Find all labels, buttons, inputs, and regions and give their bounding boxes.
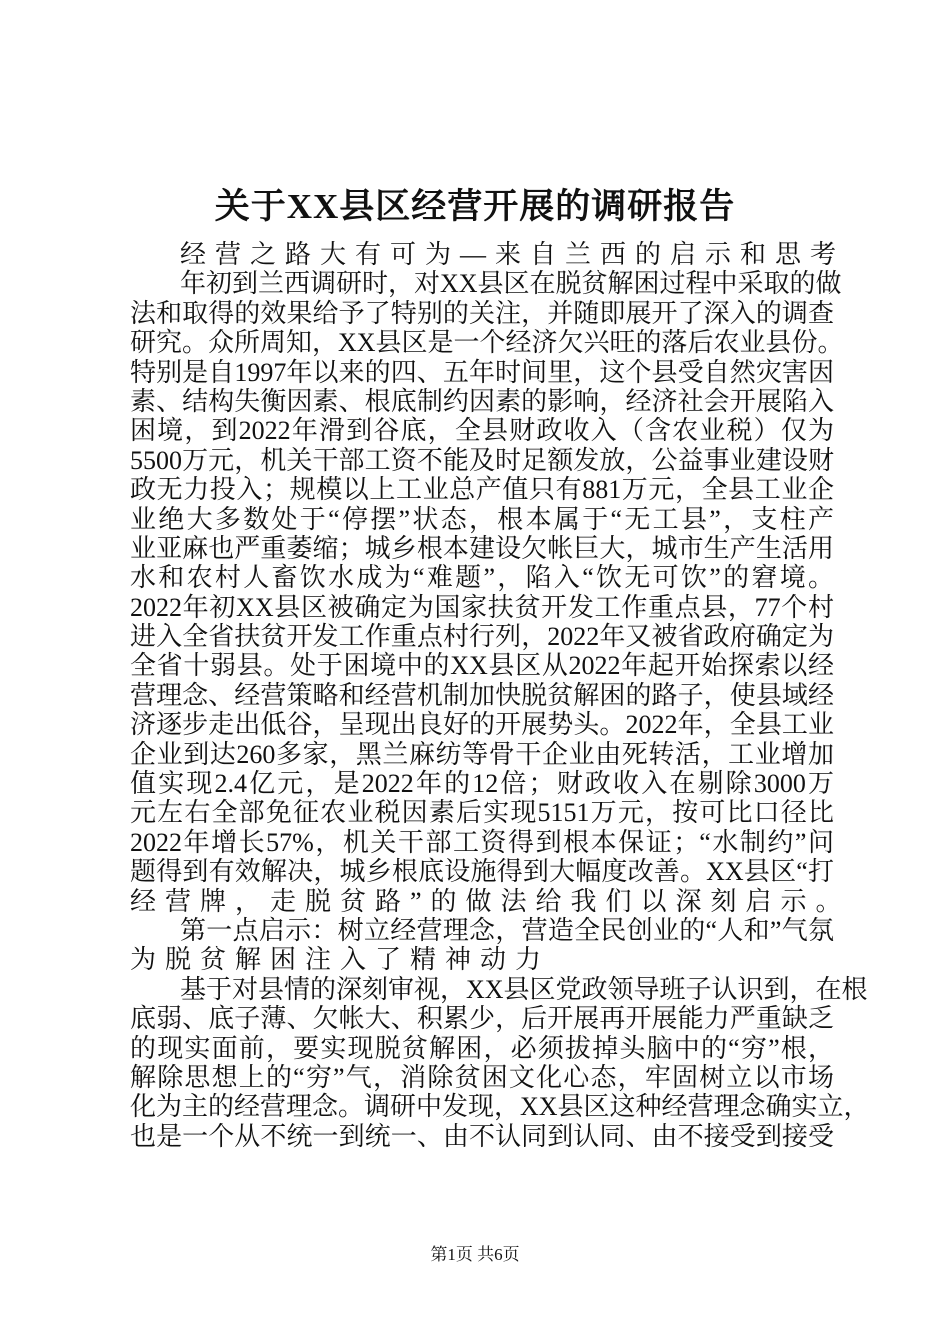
text-line: 的现实面前，要实现脱贫解困，必须拔掉头脑中的“穷”根， xyxy=(130,1033,834,1063)
text-line: 底弱、底子薄、欠帐大、积累少，后开展再开展能力严重缺乏 xyxy=(130,1004,834,1034)
text-line: 题得到有效解决，城乡根底设施得到大幅度改善。XX县区“打 xyxy=(130,857,834,887)
text-line: 第一点启示：树立经营理念，营造全民创业的“人和”气氛 xyxy=(180,915,834,945)
text-line: 为脱贫解困注入了精神动力 xyxy=(130,945,551,975)
text-line: 化为主的经营理念。调研中发现，XX县区这种经营理念确实立， xyxy=(130,1092,870,1122)
text-line: 也是一个从不统一到统一、由不认同到认同、由不接受到接受 xyxy=(130,1121,834,1151)
paragraph xyxy=(130,974,870,1151)
paragraph xyxy=(130,916,834,975)
text-line: 全省十弱县。处于困境中的XX县区从2022年起开始探索以经 xyxy=(130,651,834,681)
text-line: 业亚麻也严重萎缩；城乡根本建设欠帐巨大，城市生产生活用 xyxy=(130,533,834,563)
text-line: 经营牌，走脱贫路”的做法给我们以深刻启示。 xyxy=(130,886,851,916)
text-line: 基于对县情的深刻审视，XX县区党政领导班子认识到，在根 xyxy=(180,974,868,1004)
text-line: 政无力投入；规模以上工业总产值只有881万元，全县工业企 xyxy=(130,475,834,505)
text-line: 元左右全部免征农业税因素后实现5151万元，按可比口径比 xyxy=(130,798,834,828)
document-title: 关于XX县区经营开展的调研报告 xyxy=(214,187,736,226)
text-line: 困境，到2022年滑到谷底，全县财政收入（含农业税）仅为 xyxy=(130,416,834,446)
text-line: 研究。众所周知，XX县区是一个经济欠兴旺的落后农业县份。 xyxy=(130,328,844,358)
text-line: 水和农村人畜饮水成为“难题”，陷入“饮无可饮”的窘境。 xyxy=(130,563,834,593)
text-line: 2022年初XX县区被确定为国家扶贫开发工作重点县，77个村 xyxy=(130,592,834,622)
text-line: 法和取得的效果给予了特别的关注，并随即展开了深入的调查 xyxy=(130,298,834,328)
text-line: 营理念、经营策略和经营机制加快脱贫解困的路子，使县域经 xyxy=(130,680,834,710)
text-line: 5500万元，机关干部工资不能及时足额发放，公益事业建设财 xyxy=(130,445,834,475)
text-line: 年初到兰西调研时，对XX县区在脱贫解困过程中采取的做 xyxy=(180,269,842,299)
document-body xyxy=(130,240,870,1151)
text-line: 值实现2.4亿元，是2022年的12倍；财政收入在剔除3000万 xyxy=(130,769,834,799)
paragraph xyxy=(130,269,851,916)
text-line: 素、结构失衡因素、根底制约因素的影响，经济社会开展陷入 xyxy=(130,386,834,416)
text-line: 2022年增长57%，机关干部工资得到根本保证；“水制约”问 xyxy=(130,827,834,857)
text-line: 进入全省扶贫开发工作重点村行列，2022年又被省政府确定为 xyxy=(130,622,834,652)
text-line: 济逐步走出低谷，呈现出良好的开展势头。2022年，全县工业 xyxy=(130,710,834,740)
page-footer: 第1页 共6页 xyxy=(430,1245,520,1264)
text-line: 经营之路大有可为—来自兰西的启示和思考 xyxy=(180,240,846,269)
text-line: 解除思想上的“穷”气，消除贫困文化心态，牢固树立以市场 xyxy=(130,1062,834,1092)
text-line: 企业到达260多家，黑兰麻纺等骨干企业由死转活，工业增加 xyxy=(130,739,834,769)
paragraph xyxy=(130,240,846,269)
text-line: 特别是自1997年以来的四、五年时间里，这个县受自然灾害因 xyxy=(130,357,834,387)
text-line: 业绝大多数处于“停摆”状态，根本属于“无工县”，支柱产 xyxy=(130,504,834,534)
